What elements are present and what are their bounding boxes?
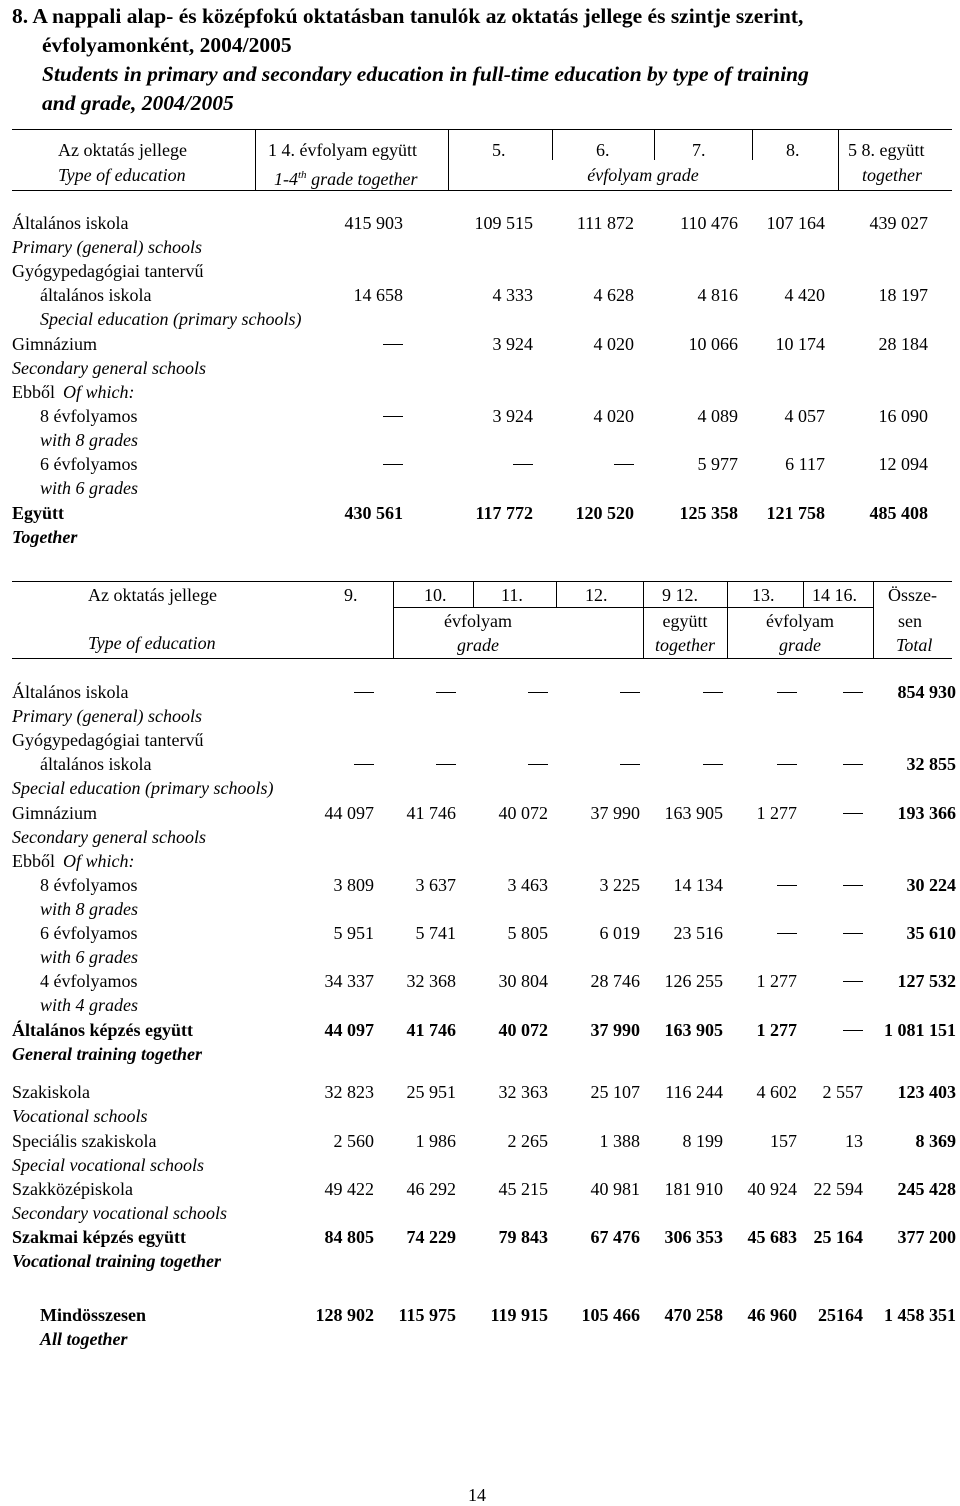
table-cell: 40 072 (498, 803, 548, 823)
table-cell: 110 476 (680, 213, 738, 233)
total-cell: 1 458 351 (884, 1305, 956, 1325)
dash-cell (703, 692, 723, 693)
dash-cell (513, 464, 533, 465)
table-cell: 439 027 (869, 213, 928, 233)
dash-cell (620, 764, 640, 765)
table-cell: 45 215 (498, 1179, 548, 1199)
table2-evfolyam2: évfolyam (766, 611, 834, 631)
table2-col-13: 13. (752, 585, 775, 605)
row-label-hu: Szakiskola (12, 1082, 90, 1102)
row-label-en: with 8 grades (40, 430, 139, 450)
row-label-hu: Gimnázium (12, 334, 97, 354)
table-cell: 4 020 (593, 334, 634, 354)
table-cell: 44 097 (324, 1020, 374, 1040)
table-cell: 46 960 (747, 1305, 797, 1325)
table2-together: together (655, 635, 715, 655)
row-label-hu: Szakközépiskola (12, 1179, 133, 1199)
dash-cell (436, 764, 456, 765)
table2-header-top-rule (12, 581, 952, 582)
table-cell: 4 816 (697, 285, 738, 305)
row-label-hu: Ebből (12, 851, 55, 871)
table-cell: 6 117 (785, 454, 825, 474)
table2-evfolyam: évfolyam (444, 611, 512, 631)
table-cell: 485 408 (869, 503, 928, 523)
row-label-hu: 8 évfolyamos (40, 406, 138, 426)
table-cell: 5 805 (507, 923, 548, 943)
row-label-hu: Gimnázium (12, 803, 97, 823)
table-cell: 49 422 (324, 1179, 374, 1199)
table-cell: 79 843 (498, 1227, 548, 1247)
table-cell: 126 255 (664, 971, 723, 991)
table1-together-en: together (862, 165, 922, 185)
table2-type-hu: Az oktatás jellege (88, 585, 217, 605)
total-cell: 245 428 (897, 1179, 956, 1199)
total-cell: 8 369 (915, 1131, 956, 1151)
table-cell: 14 134 (673, 875, 723, 895)
table-cell: 1 277 (756, 971, 797, 991)
row-label-hu: 6 évfolyamos (40, 454, 138, 474)
table-cell: 4 057 (784, 406, 825, 426)
dash-cell (436, 692, 456, 693)
table-cell: 25 951 (406, 1082, 456, 1102)
table-cell: 470 258 (664, 1305, 723, 1325)
row-label-hu: általános iskola (40, 285, 152, 305)
table-cell: 25164 (818, 1305, 863, 1325)
table-cell: 1 986 (415, 1131, 456, 1151)
table2-egyutt: együtt (662, 611, 708, 631)
table-cell: 4 333 (492, 285, 533, 305)
row-label-en: Vocational schools (12, 1106, 148, 1126)
table-cell: 3 924 (492, 406, 533, 426)
table-cell: 5 977 (697, 454, 738, 474)
row-label-hu: Mindösszesen (40, 1305, 147, 1325)
table-cell: 4 628 (593, 285, 634, 305)
table-cell: 23 516 (673, 923, 723, 943)
row-label-en: General training together (12, 1044, 203, 1064)
row-label-hu: Általános képzés együtt (12, 1020, 193, 1040)
table1-type-en: Type of education (58, 165, 186, 185)
dash-cell (703, 764, 723, 765)
table-cell: 40 924 (747, 1179, 797, 1199)
table2-col-11: 11. (501, 585, 523, 605)
table-cell: 32 368 (406, 971, 456, 991)
table-cell: 84 805 (324, 1227, 374, 1247)
row-label-hu: 4 évfolyamos (40, 971, 138, 991)
table-cell: 3 463 (507, 875, 548, 895)
table-cell: 157 (770, 1131, 797, 1151)
title-hu-line2: évfolyamonként, 2004/2005 (42, 33, 292, 57)
table-cell: 34 337 (324, 971, 374, 991)
row-label-hu-pre: Gyógypedagógiai tantervű (12, 261, 204, 281)
row-label-en: with 6 grades (40, 947, 139, 967)
dash-cell (528, 692, 548, 693)
table2-divider (556, 582, 557, 607)
row-label-en: Secondary general schools (12, 827, 206, 847)
row-label-hu: Általános iskola (12, 682, 129, 702)
total-cell: 1 081 151 (884, 1020, 956, 1040)
row-label-hu: Speciális szakiskola (12, 1131, 157, 1151)
title-hu-line1: 8. A nappali alap- és középfokú oktatásban tanulók az oktatás jellege és szintje szerint, (12, 4, 804, 28)
table-cell: 10 066 (688, 334, 738, 354)
table-cell: 430 561 (344, 503, 403, 523)
table-cell: 14 658 (353, 285, 403, 305)
row-label-hu: 6 évfolyamos (40, 923, 138, 943)
row-label-en: Special education (primary schools) (40, 309, 302, 329)
table-cell: 1 277 (756, 1020, 797, 1040)
table1-grade-span: évfolyam grade (587, 165, 699, 185)
table-cell: 67 476 (590, 1227, 640, 1247)
table-cell: 30 804 (498, 971, 548, 991)
table2-divider (473, 582, 474, 607)
table-cell: 1 277 (756, 803, 797, 823)
total-cell: 377 200 (897, 1227, 956, 1247)
table2-col-14-16: 14 16. (812, 585, 857, 605)
table-cell: 111 872 (576, 213, 634, 233)
table1-col-8: 8. (786, 140, 800, 160)
row-label-en: Special education (primary schools) (12, 778, 274, 798)
table2-grade: grade (457, 635, 499, 655)
table2-col-9: 9. (344, 585, 358, 605)
row-label-hu: Szakmai képzés együtt (12, 1227, 186, 1247)
table-cell: 6 019 (599, 923, 640, 943)
row-label-en: Secondary general schools (12, 358, 206, 378)
dash-cell (383, 464, 403, 465)
title-en-line2: and grade, 2004/2005 (42, 91, 234, 115)
dash-cell (354, 692, 374, 693)
table-cell: 13 (845, 1131, 863, 1151)
table-cell: 10 174 (775, 334, 825, 354)
table2-col-12: 12. (585, 585, 608, 605)
table-cell: 115 975 (398, 1305, 456, 1325)
total-cell: 127 532 (897, 971, 956, 991)
table1-divider (654, 130, 655, 160)
table-cell: 28 746 (590, 971, 640, 991)
table-cell: 25 107 (590, 1082, 640, 1102)
title-en-line1: Students in primary and secondary education in full-time education by type of training (42, 62, 809, 86)
row-label-hu: Általános iskola (12, 213, 129, 233)
table2-header-mid-rule (393, 607, 873, 608)
table1-col-1-4-en: 1-4th grade together (274, 169, 418, 189)
table1-col-5-8: 5 8. együtt (848, 140, 925, 160)
table1-header-bottom-rule (12, 190, 952, 191)
table-cell: 1 388 (599, 1131, 640, 1151)
table-cell: 12 094 (878, 454, 928, 474)
table-cell: 4 020 (593, 406, 634, 426)
table-cell: 4 602 (756, 1082, 797, 1102)
dash-cell (383, 344, 403, 345)
total-cell: 35 610 (906, 923, 956, 943)
table-cell: 163 905 (664, 803, 723, 823)
table2-total-hu-a: Össze- (888, 585, 937, 605)
table-cell: 415 903 (344, 213, 403, 233)
total-cell: 30 224 (906, 875, 956, 895)
table-cell: 40 072 (498, 1020, 548, 1040)
row-label-hu: Együtt (12, 503, 65, 523)
table-cell: 46 292 (406, 1179, 456, 1199)
table-cell: 44 097 (324, 803, 374, 823)
row-label-en: Special vocational schools (12, 1155, 204, 1175)
row-label-en: Of which: (63, 851, 135, 871)
table-cell: 32 823 (324, 1082, 374, 1102)
table1-header-top-rule (12, 129, 952, 130)
dash-cell (620, 692, 640, 693)
table2-col-9-12: 9 12. (662, 585, 698, 605)
table-cell: 117 772 (475, 503, 533, 523)
table2-total-en: Total (896, 635, 933, 655)
row-label-en: with 6 grades (40, 478, 139, 498)
table-cell: 40 981 (590, 1179, 640, 1199)
row-label-hu: általános iskola (40, 754, 152, 774)
dash-cell (777, 692, 797, 693)
table-cell: 41 746 (406, 803, 456, 823)
table-cell: 25 164 (813, 1227, 863, 1247)
row-label-en: Primary (general) schools (12, 237, 202, 257)
table-cell: 3 637 (415, 875, 456, 895)
table-cell: 125 358 (679, 503, 738, 523)
table1-type-hu: Az oktatás jellege (58, 140, 187, 160)
dash-cell (383, 416, 403, 417)
dash-cell (777, 885, 797, 886)
table-cell: 2 560 (333, 1131, 374, 1151)
table-cell: 121 758 (766, 503, 825, 523)
table-cell: 28 184 (878, 334, 928, 354)
table1-col-6: 6. (596, 140, 610, 160)
table2-grade2: grade (779, 635, 821, 655)
table-cell: 2 557 (822, 1082, 863, 1102)
table-cell: 22 594 (813, 1179, 863, 1199)
table1-divider (838, 130, 839, 190)
table-cell: 16 090 (878, 406, 928, 426)
table1-col-1-4-hu: 1 4. évfolyam együtt (268, 140, 417, 160)
total-cell: 123 403 (897, 1082, 956, 1102)
row-label-en: Primary (general) schools (12, 706, 202, 726)
table-cell: 3 924 (492, 334, 533, 354)
row-label-en: All together (40, 1329, 128, 1349)
row-label-hu: Ebből (12, 382, 55, 402)
table-cell: 5 741 (415, 923, 456, 943)
table-cell: 4 089 (697, 406, 738, 426)
table-cell: 8 199 (682, 1131, 723, 1151)
table-cell: 306 353 (664, 1227, 723, 1247)
dash-cell (528, 764, 548, 765)
table-cell: 41 746 (406, 1020, 456, 1040)
table2-col-10: 10. (424, 585, 447, 605)
table-cell: 128 902 (315, 1305, 374, 1325)
table-cell: 2 265 (507, 1131, 548, 1151)
table1-divider (552, 130, 553, 160)
total-cell: 32 855 (906, 754, 956, 774)
table1-divider (752, 130, 753, 160)
row-label-en-wrap (63, 850, 135, 872)
row-label-en: Together (12, 527, 78, 547)
page-title (12, 2, 952, 118)
total-cell: 193 366 (897, 803, 956, 823)
table2-total-hu-b: sen (898, 611, 922, 631)
dash-cell (777, 933, 797, 934)
page-number: 14 (468, 1485, 486, 1505)
table-cell: 181 910 (664, 1179, 723, 1199)
table-cell: 74 229 (406, 1227, 456, 1247)
table-cell: 18 197 (878, 285, 928, 305)
row-label-en: Of which: (63, 382, 135, 402)
row-label-en: with 4 grades (40, 995, 139, 1015)
table-cell: 163 905 (664, 1020, 723, 1040)
total-cell: 854 930 (897, 682, 956, 702)
table-cell: 116 244 (665, 1082, 723, 1102)
row-label-en: Vocational training together (12, 1251, 222, 1271)
table-cell: 107 164 (766, 213, 825, 233)
table2-divider (803, 582, 804, 607)
table-cell: 32 363 (498, 1082, 548, 1102)
table1-divider (255, 130, 256, 190)
table-cell: 3 225 (599, 875, 640, 895)
table-cell: 119 915 (490, 1305, 548, 1325)
table-cell: 105 466 (581, 1305, 640, 1325)
table-cell: 37 990 (590, 803, 640, 823)
row-label-hu-pre: Gyógypedagógiai tantervű (12, 730, 204, 750)
row-label-hu: 8 évfolyamos (40, 875, 138, 895)
table-cell: 3 809 (333, 875, 374, 895)
table-cell: 5 951 (333, 923, 374, 943)
table-cell: 120 520 (575, 503, 634, 523)
table2-header-bottom-rule (12, 658, 952, 659)
table2-type-en: Type of education (88, 633, 216, 653)
table-cell: 4 420 (784, 285, 825, 305)
table-cell: 37 990 (590, 1020, 640, 1040)
table1-col-5: 5. (492, 140, 506, 160)
table2-divider (873, 582, 874, 658)
dash-cell (777, 764, 797, 765)
table-cell: 109 515 (474, 213, 533, 233)
table-cell: 45 683 (747, 1227, 797, 1247)
row-label-en-wrap (63, 381, 135, 403)
table1-col-7: 7. (692, 140, 706, 160)
row-label-en: with 8 grades (40, 899, 139, 919)
dash-cell (354, 764, 374, 765)
row-label-en: Secondary vocational schools (12, 1203, 227, 1223)
